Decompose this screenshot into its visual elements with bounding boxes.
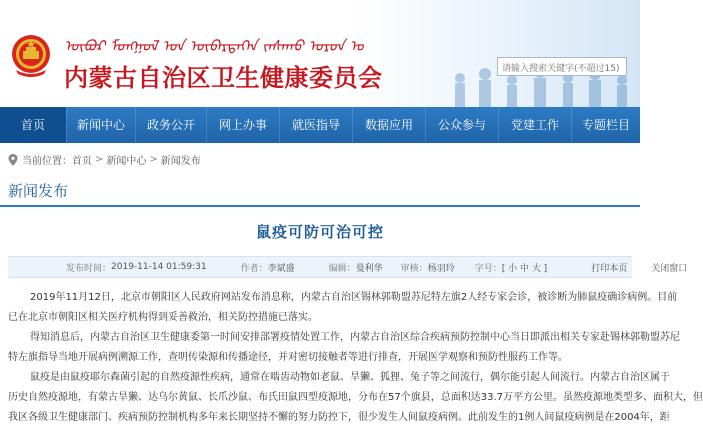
nav-item-home[interactable]: 首页 bbox=[0, 107, 66, 143]
article-paragraph: 特左旗指导当地开展病例溯源工作，查明传染源和传播途径，并对密切接触者等进行排查，开展医学观察和预防性服药工作等。 bbox=[8, 352, 568, 363]
site-title: 内蒙古自治区卫生健康委员会 bbox=[64, 64, 383, 92]
nav-item-data-apps[interactable]: 数据应用 bbox=[364, 118, 413, 132]
breadcrumb-separator: > bbox=[95, 154, 104, 165]
article-body bbox=[8, 288, 703, 428]
section-divider bbox=[0, 205, 640, 207]
print-page-link[interactable]: 打印本页 bbox=[591, 263, 628, 274]
editor-label: 编辑： bbox=[328, 263, 356, 274]
nav-item-gov-affairs[interactable]: 政务公开 bbox=[146, 118, 195, 132]
location-pin-icon bbox=[8, 154, 18, 166]
nav-item-special-topics[interactable]: 专题栏目 bbox=[581, 118, 630, 132]
font-size-switcher[interactable]: [ 小 中 大 ] bbox=[501, 263, 548, 274]
section-title: 新闻发布 bbox=[8, 182, 69, 200]
article-paragraph: 得知消息后，内蒙古自治区卫生健康委第一时间安排部署疫情处置工作，内蒙古自治区综合疾病预防控制中心当日即派出相关专家赴锡林郭勒盟苏尼 bbox=[30, 332, 680, 343]
nav-item-party-building[interactable]: 党建工作 bbox=[510, 118, 559, 132]
editor-value: 曼利华 bbox=[355, 263, 383, 274]
nav-item-public-participation[interactable]: 公众参与 bbox=[437, 118, 486, 132]
publish-time-value: 2019-11-14 01:59:31 bbox=[111, 262, 207, 272]
breadcrumb-link-home[interactable]: 首页 bbox=[72, 156, 92, 167]
author-label: 作者： bbox=[240, 263, 268, 274]
reviewer-value: 杨羽玲 bbox=[427, 263, 455, 274]
close-window-link[interactable]: 关闭窗口 bbox=[651, 263, 688, 274]
author-value: 李斌盛 bbox=[267, 263, 295, 274]
site-header bbox=[0, 0, 640, 107]
breadcrumb bbox=[8, 152, 201, 167]
mongolian-site-title: ᠥᠪᠥᠷ ᠮᠣᠩᠭᠣᠯ ᠤᠨ ᠥᠪᠡᠷᠲᠡᠭᠡᠨ ᠵᠠᠰᠠᠬᠤ ᠣᠷᠣᠨ ᠤ bbox=[64, 37, 364, 55]
main-nav bbox=[0, 107, 640, 143]
article-paragraph: 2019年11月12日，北京市朝阳区人民政府网站发布消息称，内蒙古自治区锡林郭勒盟苏尼特左旗2人经专家会诊，被诊断为肺鼠疫确诊病例。目前 bbox=[30, 292, 678, 303]
breadcrumb-separator: > bbox=[149, 154, 158, 165]
article-paragraph: 我区各级卫生健康部门、疾病预防控制机构多年来长期坚持不懈的努力防控下，很少发生人间鼠疫病例。此前发生的1例人间鼠疫病例是在2004年，距 bbox=[8, 412, 670, 423]
national-emblem-icon bbox=[8, 32, 54, 80]
breadcrumb-link-news-release[interactable]: 新闻发布 bbox=[160, 156, 201, 167]
breadcrumb-link-news-center[interactable]: 新闻中心 bbox=[106, 156, 147, 167]
article-meta-bar bbox=[8, 256, 688, 278]
publish-time-label: 发布时间： bbox=[66, 263, 112, 274]
reviewer-label: 审核： bbox=[400, 263, 428, 274]
article-title: 鼠疫可防可治可控 bbox=[255, 223, 384, 241]
article-paragraph: 历史自然疫源地，有蒙古旱獭、达乌尔黄鼠、长爪沙鼠、布氏田鼠四型疫源地，分布在57个旗县，总面积达33.7万平方公里。虽然疫源地类型多、面积大，但 bbox=[8, 392, 703, 403]
breadcrumb-prefix: 当前位置： bbox=[22, 156, 72, 167]
article-paragraph: 鼠疫是由鼠疫耶尔森菌引起的自然疫源性疾病，通常在啮齿动物如老鼠、旱獭、狐狸、兔子等之间流行，偶尔能引起人间流行。内蒙古自治区属于 bbox=[30, 372, 670, 383]
article-paragraph: 已在北京市朝阳区相关医疗机构得到妥善救治，相关防控措施已落实。 bbox=[8, 312, 318, 323]
search-input[interactable]: 请输入搜索关键字(不超过15) bbox=[497, 57, 627, 76]
nav-item-news[interactable]: 新闻中心 bbox=[76, 118, 125, 132]
nav-item-medical-guide[interactable]: 就医指导 bbox=[291, 118, 340, 132]
font-size-label: 字号： bbox=[474, 263, 502, 274]
nav-item-online-services[interactable]: 网上办事 bbox=[218, 118, 267, 132]
